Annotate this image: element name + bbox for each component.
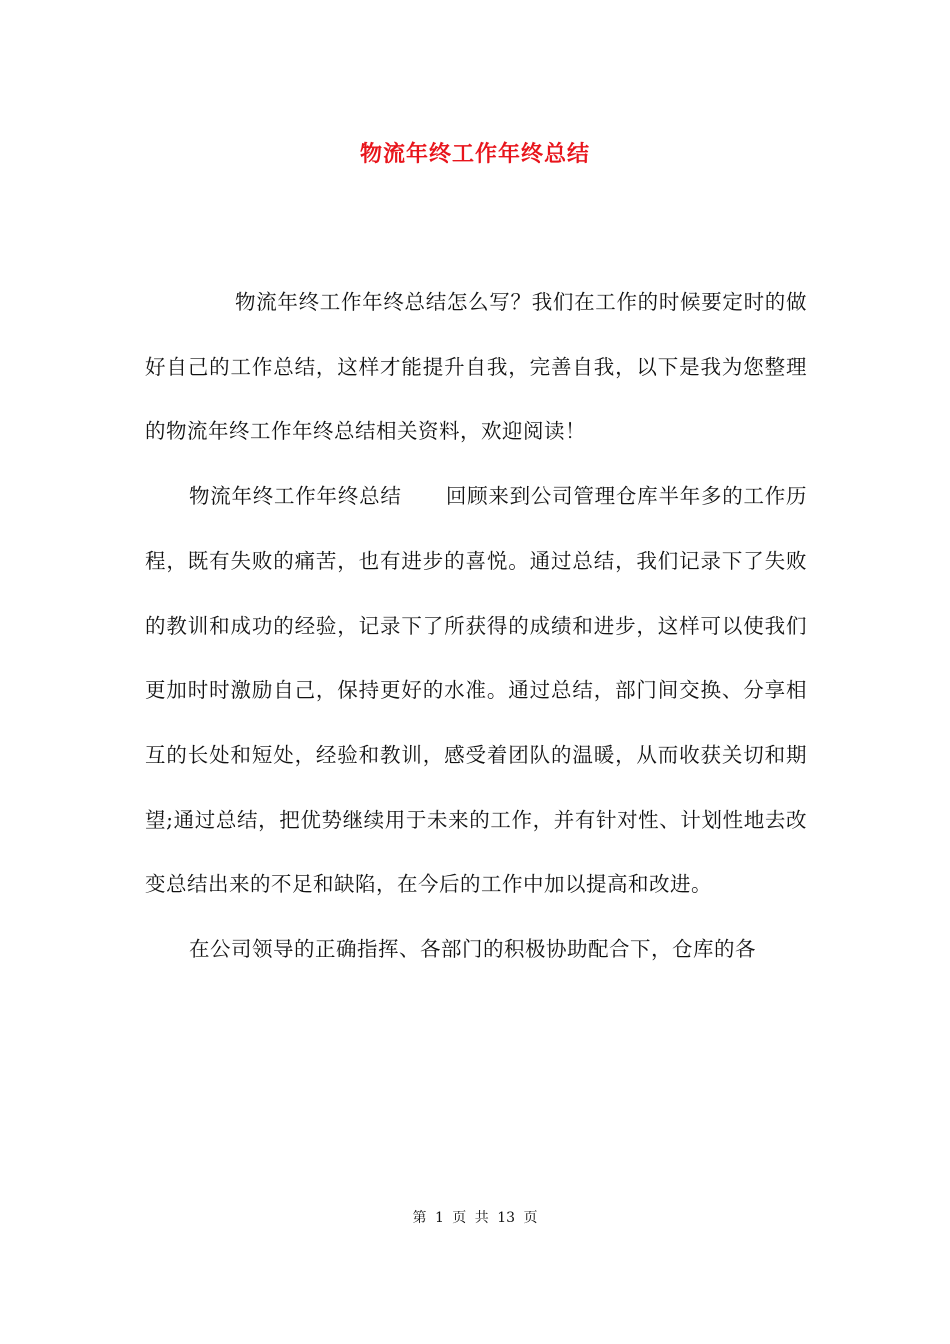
paragraph-continuation: 在公司领导的正确指挥、各部门的积极协助配合下，仓库的各 xyxy=(189,937,756,962)
paragraph-review xyxy=(145,464,807,917)
paragraph-review-text: 回顾来到公司管理仓库半年多的工作历程，既有失败的痛苦，也有进步的喜悦。通过总结，我们记录下了失败的教训和成功的经验，记录下了所获得的成绩和进步，这样可以使我们更加时时激励自己，保持更好的水准。通过总结，部门间交换、分享相互的长处和短处，经验和教训，感受着团队的温暖，从而收获关切和期望;通过总结，把优势继续用于未来的工作，并有针对性、计划性地去改变总结出来的不足和缺陷，在今后的工作中加以提高和改进。 xyxy=(145,484,808,897)
page-number: 第 1 页 共 13 页 xyxy=(412,1210,538,1226)
document-body xyxy=(145,0,807,982)
paragraph-heading: 物流年终工作年终总结 xyxy=(189,484,402,509)
document-title: 物流年终工作年终总结 xyxy=(359,141,590,167)
paragraph-intro: 物流年终工作年终总结怎么写？我们在工作的时候要定时的做好自己的工作总结，这样才能提升自我，完善自我，以下是我为您整理的物流年终工作年终总结相关资料，欢迎阅读！ xyxy=(145,290,807,444)
